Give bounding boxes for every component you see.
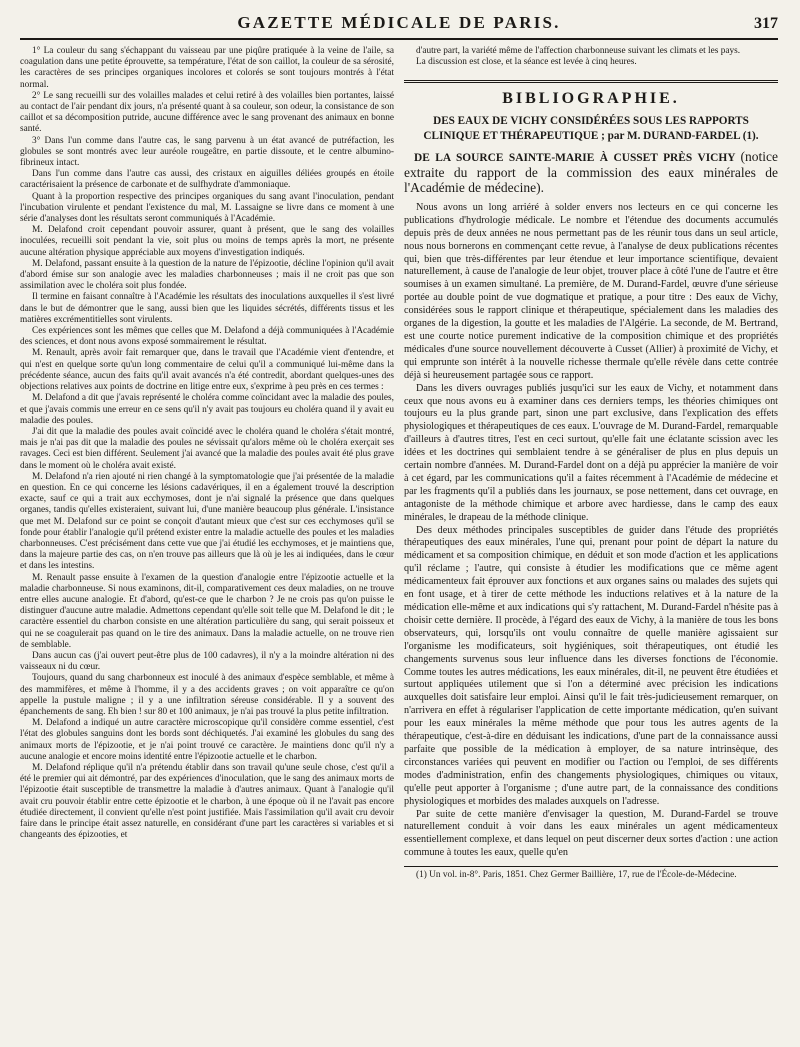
journal-title: GAZETTE MÉDICALE DE PARIS. bbox=[237, 13, 561, 32]
article-paragraph: J'ai dit que la maladie des poules avait coïncidé avec le choléra quand le choléra s'était montré, mais je n'ai pas dit que la maladie des poules ne sévissait qu'alors même où le choléra exerçait ses ravages. Ceci est bien différent. Seulement j'ai avancé que la maladie des poules avait été plus grave dans le moment où le choléra avait existé. bbox=[20, 426, 394, 471]
article-subtitle bbox=[404, 150, 778, 197]
section-divider bbox=[404, 80, 778, 83]
subtitle-head: DE LA SOURCE SAINTE-MARIE À CUSSET PRÈS VICHY bbox=[414, 152, 736, 165]
article-paragraph: 2° Le sang recueilli sur des volailles malades et celui retiré à des volailles bien portantes, laissé au contact de l'air pendant dix jours, n'a présenté quant à sa couleur, son odeur, la consistance de son caillot et sa décomposition putride, aucune différence avec le sang provenant des animaux en bonne santé. bbox=[20, 90, 394, 135]
article-paragraph: Quant à la proportion respective des principes organiques du sang avant l'inoculation, pendant l'incubation virulente et pendant l'existence du mal, M. Lassaigne se livre dans ce moment à une série d'analyses dont les résultats seront communiqués à l'Académie. bbox=[20, 191, 394, 225]
article-paragraph: M. Delafond a dit que j'avais représenté le choléra comme coïncidant avec la maladie des poules, et que j'avais commis une erreur en ce sens qu'il n'y avait pas toujours eu choléra quand il y avait eu maladie des poules. bbox=[20, 393, 394, 426]
columns bbox=[20, 40, 778, 1046]
footnote: (1) Un vol. in-8°. Paris, 1851. Chez Germer Baillière, 17, rue de l'École-de-Médecine. bbox=[404, 866, 778, 882]
subtitle-rest: (notice extraite du rapport de la commission des eaux minérales de l'Académie de médecine). bbox=[404, 149, 778, 196]
session-close-paragraph: La discussion est close, et la séance est levée à cinq heures. bbox=[416, 57, 637, 68]
article-title: DES EAUX DE VICHY CONSIDÉRÉES SOUS LES RAPPORTS CLINIQUE ET THÉRAPEUTIQUE ; par M. DURAND-FARDEL (1). bbox=[423, 115, 759, 143]
article-paragraph: M. Delafond a indiqué un autre caractère microscopique qu'il considère comme essentiel, c'est l'état des globules sanguins dont les bords sont déchiquetés. J'ai examiné les globules du sang des animaux morts de l'épizootie, et je n'ai point trouvé ce caractère. Je maintiens donc qu'il n'y a aucune analogie et encore moins identité entre l'épizootie actuelle et le charbon. bbox=[20, 718, 394, 762]
section-heading: BIBLIOGRAPHIE. bbox=[502, 90, 680, 108]
article-paragraph: Dans l'un comme dans l'autre cas aussi, des cristaux en aiguilles déliées groupés en étoile caractérisaient la présence de carbonate et de sulfhydrate d'ammoniaque. bbox=[20, 169, 394, 191]
left-column bbox=[20, 46, 394, 1046]
bibliography-paragraph: Nous avons un long arriéré à solder envers nos lecteurs en ce qui concerne les publications d'hydrologie médicale. Le nombre et l'étendue des documents accumulés depuis près de deux années ne nous permettant pas de les réunir tous dans un seul article, nous nous bornerons en commençant cette revue, à l'analyse de deux publications récentes qui, bien que très-différentes par leur étendue et leur importance scientifique, devaient naturellement, à cause de l'analogie de leur objet, trouver place à côté l'une de l'autre et être soumises à un examen simultané. La première, de M. Durand-Fardel, œuvre d'une sérieuse portée au double point de vue dogmatique et pratique, a pour titre : Des eaux de Vichy, considérées sous le rapport clinique et thérapeutique, spécialement dans les maladies des organes de la digestion, la goutte et les maladies de l'Algérie. La seconde, de M. Bertrand, est une courte notice purement indicative de la composition chimique et des propriétés médicales d'une source nouvellement découverte à Cusset (Allier) à proximité de Vichy, et qui emprunte son intérêt à la nouvelle richesse thermale qu'elle révèle dans cette contrée déjà si heureusement partagée sous ce rapport. bbox=[404, 201, 778, 381]
continued-paragraph: d'autre part, la variété même de l'affection charbonneuse suivant les climats et les pays. bbox=[416, 46, 741, 56]
article-paragraph: M. Delafond n'a rien ajouté ni rien changé à la symptomatologie que j'ai présentée de la maladie en question. En ce qui concerne les lésions cadavériques, il en a également trouvé la description exacte, sauf ce qui a trait aux ecchymoses, dont je n'ai signalé la présence que dans quelques organes, tandis qu'elles existeraient, suivant lui, d'une manière beaucoup plus générale. L'insistance que met M. Delafond sur ce point se conçoit d'autant mieux que c'est sur ces ecchymoses qu'il se fonde pour établir l'analogie qu'il prétend exister entre la maladie actuelle des poules et les maladies charbonneuses. C'est précisément dans cette vue que j'ai étudié les ecchymoses, et je maintiens que, dans la majeure partie des cas, on n'en trouve pas ailleurs que là où je les ai indiquées, dans le cœur et dans les intestins. bbox=[20, 471, 394, 572]
bibliography-paragraph: Dans les divers ouvrages publiés jusqu'ici sur les eaux de Vichy, et notamment dans ceux que nous avons eu à examiner dans ces derniers temps, les théories chimiques ont toujours eu la plus grande part, sinon une part exclusive, dans l'explication des effets physiologiques et thérapeutiques de ces eaux. L'ouvrage de M. Durand-Fardel, remarquable d'ailleurs à d'autres titres, l'est en ceci surtout, qu'elle fait une éclatante scission avec les idées et les doctrines qui semblaient tendre à se généraliser de plus en plus depuis un certain nombre d'années. M. Durand-Fardel dont on a déjà pu apprécier la manière de voir à cet égard, par les communications qu'il a faites récemment à l'Académie de médecine et par les fragments qu'il a publiés dans les journaux, se pose nettement, dans cet ouvrage, en antagoniste de la méthode chimique et arbore avec hardiesse, dans le camp des eaux minérales, le drapeau de la méthode clinique. bbox=[404, 382, 778, 523]
article-paragraph: Il termine en faisant connaître à l'Académie les résultats des inoculations auxquelles il s'est livré dans le but de démontrer que le sang, aussi bien que les liquides sécrétés, différents tissus et les matières excrémentitielles sont virulents. bbox=[20, 292, 394, 325]
article-paragraph: 1° La couleur du sang s'échappant du vaisseau par une piqûre pratiquée à la veine de l'aile, sa coagulation dans une petite éprouvette, sa température, l'état de son caillot, la couleur de sa sérosité, les caractères de ses principes organiques incolores et colorés se sont toujours montrés à l'état normal. bbox=[20, 46, 394, 90]
bibliography-paragraph: Des deux méthodes principales susceptibles de guider dans l'étude des propriétés thérapeutiques des eaux minérales, l'une qui, prenant pour point de départ la nature du médicament et sa composition chimique, en déduit et son mode d'action et les applications qu'il réclame ; l'autre, qui consiste à étudier les modifications que ce même agent médicamenteux fait éprouver aux fonctions et aux organes sains ou malades des sujets qui en font usage, et à tirer de cette méthode les inductions relatives et à la nature de la médication elle-même et aux indications qui s'y rattachent, M. Durand-Fardel n'hésite pas à choisir cette dernière. Il procède, à l'égard des eaux de Vichy, à la manière de tous les bons observateurs, qui, lorsqu'ils ont voulu connaître de quelle manière agissaient sur l'organisme les modificateurs, soit hygiéniques, soit thérapeutiques, ont étudié les changements survenus sous leur influence dans les diverses fonctions de l'économie. Comme toutes les autres médications, les eaux minérales, dit-il, ne peuvent être étudiées et surtout appliquées utilement que si l'on a déterminé avec précision les indications auxquelles doit satisfaire leur emploi. Ainsi qu'il le fait très-judicieusement remarquer, on n'arrivera en effet à régulariser l'application de cette importante médication, qu'en suivant pour les eaux minérales la même méthode que pour tous les autres agents de la thérapeutique, c'est-à-dire en déduisant les indications, d'une part de la connaissance aussi parfaite que possible de la médication à employer, de sa nature intrinsèque, des circonstances variées qui peuvent en modifier ou l'action ou l'emploi, de ses différents modes d'administration, enfin des changements physiologiques, chimiques ou vitaux, qu'elle peut apporter à l'organisme ; d'une autre part, de la connaissance des conditions physiologiques et morbides des malades auxquels on l'adresse. bbox=[404, 524, 778, 807]
article-paragraph: Dans aucun cas (j'ai ouvert peut-être plus de 100 cadavres), il n'y a la moindre altération ni des vaisseaux ni du cœur. bbox=[20, 650, 394, 673]
article-paragraph: M. Delafond croit cependant pouvoir assurer, quant à présent, que le sang des volailles inoculées, recueilli soit pendant la vie, soit plus ou moins de temps après la mort, ne présente aucune altération physique appréciable aux moyens d'investigation indiqués. bbox=[20, 225, 394, 258]
page-number: 317 bbox=[754, 15, 778, 32]
article-paragraph: M. Renault passe ensuite à l'examen de la question d'analogie entre l'épizootie actuelle et la maladie charbonneuse. Si nous examinons, dit-il, comparativement ces deux maladies, on ne trouve entre elles aucune analogie. Et d'abord, qu'est-ce que le charbon ? Je ne crois pas qu'on puisse le distinguer d'aucune autre maladie. Admettons cependant qu'elle soit telle que M. Delafond le dit ; le caractère essentiel du charbon consiste en une altération particulière du sang, qui serait poisseux et qui ne se coagulerait pas quand on le tire des animaux. Dans la maladie actuelle, on ne trouve rien de semblable. bbox=[20, 572, 394, 650]
article-paragraph: Toujours, quand du sang charbonneux est inoculé à des animaux d'espèce semblable, et même à des mammifères, et même à l'homme, il y a des accidents graves ; on voit apparaître ce qu'on appelle la pustule maligne ; il y a une infiltration séreuse considérable. Il y a souvent des épanchements de sang. Eh bien ! sur 80 et 100 animaux, je n'ai pas trouvé la plus petite infiltration. bbox=[20, 673, 394, 717]
article-paragraph: M. Renault, après avoir fait remarquer que, dans le travail que l'Académie vient d'entendre, et qui n'est en quelque sorte qu'un long commentaire de celui qu'il a communiqué lui-même dans la précédente séance, aucun des faits qu'il avait avancés n'a été contredit, abordant quelques-unes des objections relatives aux points de doctrine en litige entre eux, s'exprime à peu près en ces termes : bbox=[20, 348, 394, 393]
right-column bbox=[404, 46, 778, 1046]
bibliography-paragraph: Par suite de cette manière d'envisager la question, M. Durand-Fardel se trouve naturellement conduit à voir dans les eaux minérales un agent médicamenteux essentiellement complexe, et dans lequel on peut discerner deux sortes d'action : une action commune à toutes les eaux, quelle qu'en bbox=[404, 808, 778, 859]
article-paragraph: M. Delafond réplique qu'il n'a prétendu établir dans son travail qu'une seule chose, c'est qu'il a été le premier qui ait démontré, par des expériences d'inoculation, que le sang des animaux morts de l'épizootie était susceptible de transmettre la maladie à d'autres animaux. Quant à l'analogie qu'il avait cru pouvoir établir entre cette épizootie et le charbon, à une époque où il ne l'avait pas encore étudiée directement, il convient qu'elle n'est point justifiée. Mais l'assimilation qu'il avait cru devoir faire dans le principe était assez naturelle, en considérant d'une part les caractères si variables et si changeants des épizooties, et bbox=[20, 763, 394, 841]
article-paragraph: 3° Dans l'un comme dans l'autre cas, le sang parvenu à un état avancé de putréfaction, les globules se sont montrés avec leur auréole rougeâtre, en partie dissoute, et le centre albumino-fibrineux intact. bbox=[20, 135, 394, 169]
article-paragraph: M. Delafond, passant ensuite à la question de la nature de l'épizootie, décline l'opinion qu'il avait d'abord émise sur son analogie avec les maladies charbonneuses ; mais il ne croit pas que son assimilation avec le choléra soit plus fondée. bbox=[20, 258, 394, 292]
masthead bbox=[20, 0, 778, 40]
article-paragraph: Ces expériences sont les mêmes que celles que M. Delafond a déjà communiquées à l'Académie des sciences, et dont nous avons exposé sommairement le résultat. bbox=[20, 326, 394, 348]
